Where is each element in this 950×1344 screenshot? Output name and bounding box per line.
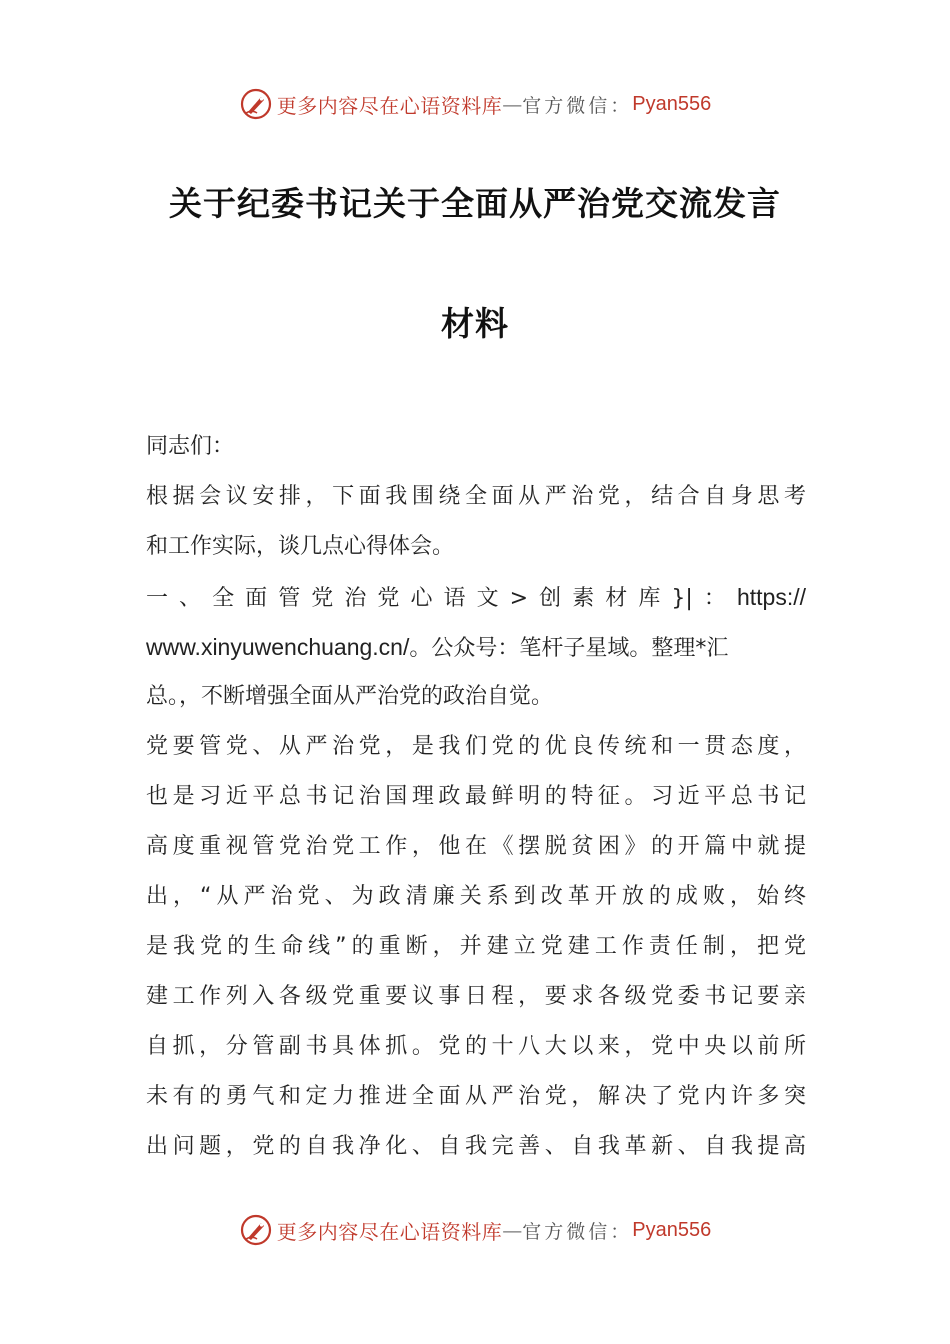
banner-wechat-label: 官方微信： [522,1220,633,1243]
section1-heading [146,572,806,622]
section1-text: 。公众号：笔杆子星域。整理*汇 [409,636,729,661]
banner-wechat-id: Pyan556 [632,92,712,115]
body-line: 出，“从严治党、为政清廉关系到改革开放的成败，始终 [146,884,806,909]
footer-banner [0,1208,950,1252]
greeting: 同志们： [146,434,235,459]
banner-site-name: 更多内容尽在心语资料库 [276,1219,503,1244]
body-line: 也是习近平总书记治国理政最鲜明的特征。习近平总书记 [146,784,806,809]
banner-wechat-id: Pyan556 [632,1218,712,1241]
banner-site-name: 更多内容尽在心语资料库 [276,93,503,118]
body-line: 建工作列入各级党重要议事日程，要求各级党委书记要亲 [146,984,806,1009]
body-line: 出问题，党的自我净化、自我完善、自我革新、自我提高 [146,1134,806,1159]
header-banner [0,82,950,126]
banner-wechat-label: 官方微信： [522,94,633,117]
body-line: 自抓，分管副书具体抓。党的十八大以来，党中央以前所 [146,1034,806,1059]
banner-separator: — [502,1218,523,1242]
section1-line3: 总。，不断增强全面从严治党的政治自觉。 [146,684,554,709]
body-line: 高度重视管党治党工作，他在《摆脱贫困》的开篇中就提 [146,834,806,859]
document-body [146,422,806,1172]
pen-nib-logo-icon [239,87,273,121]
document-title-line2: 材料 [441,304,509,343]
body-line: 根据会议安排，下面我围绕全面从严治党，结合自身思考 [146,484,806,509]
banner-separator: — [502,92,523,116]
body-line: 和工作实际，谈几点心得体会。 [146,534,455,559]
body-line: 党要管党、从严治党，是我们党的优良传统和一贯态度， [146,734,806,759]
body-line: 未有的勇气和定力推进全面从严治党，解决了党内许多突 [146,1084,806,1109]
section1-url-part2: www.xinyuwenchuang.cn/ [146,634,410,660]
section1-line2 [146,622,806,672]
pen-nib-logo-icon [239,1213,273,1247]
section1-heading-text: 一、全面管党治党心语文>创素材库}|： [146,586,737,611]
body-line: 是我党的生命线”的重断，并建立党建工作责任制，把党 [146,934,806,959]
document-title-line1: 关于纪委书记关于全面从严治党交流发言 [169,184,781,223]
section1-url-part1: https:// [736,584,806,610]
